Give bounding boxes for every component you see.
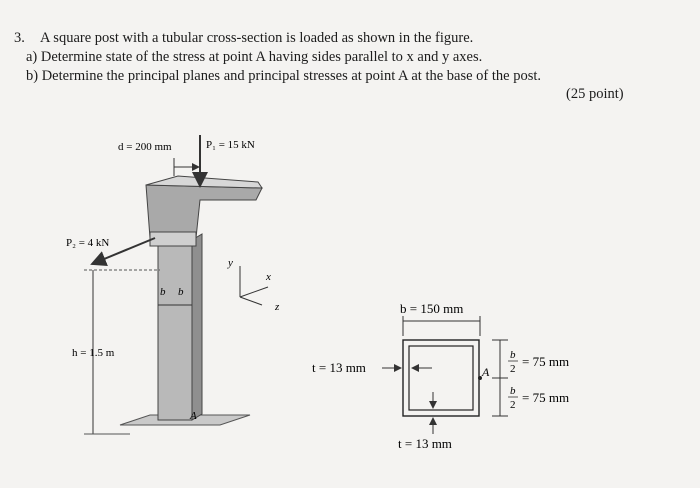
p2-label: P₂ = 4 kN	[66, 237, 110, 249]
problem-statement: A square post with a tubular cross-section is loaded as shown in the figure.	[40, 30, 474, 46]
d-label: d = 200 mm	[118, 141, 172, 153]
post-bracket	[146, 176, 262, 246]
b-right-label: b	[178, 286, 184, 298]
b-left-label: b	[160, 286, 166, 298]
axis-x-label: x	[266, 271, 271, 283]
cross-section-point-a: A	[482, 365, 490, 379]
part-b-text: b) Determine the principal planes and principal stresses at point A at the base of the post.	[26, 68, 542, 84]
half-b-top-den: 2	[510, 363, 516, 375]
cross-section	[403, 340, 482, 416]
point-a-label: A	[190, 410, 197, 422]
post-column	[158, 234, 202, 420]
axis-z-label: z	[275, 301, 280, 313]
half-b-top-value: = 75 mm	[522, 354, 570, 369]
b-150-label: b = 150 mm	[400, 301, 464, 316]
p1-label: P₁ = 15 kN	[206, 139, 255, 151]
points-label: (25 point)	[566, 86, 624, 102]
coordinate-axes	[240, 266, 268, 305]
problem-number: 3.	[14, 30, 25, 46]
t-left-label: t = 13 mm	[312, 360, 366, 375]
half-b-top-num: b	[510, 349, 516, 361]
half-b-bot-den: 2	[510, 399, 516, 411]
part-a-text: a) Determine state of the stress at point A having sides parallel to x and y axes.	[26, 49, 483, 65]
half-b-bot-num: b	[510, 385, 516, 397]
h-label: h = 1.5 m	[72, 347, 115, 359]
half-b-bot-value: = 75 mm	[522, 390, 570, 405]
axis-y-label: y	[228, 257, 233, 269]
t-bottom-label: t = 13 mm	[398, 436, 452, 451]
